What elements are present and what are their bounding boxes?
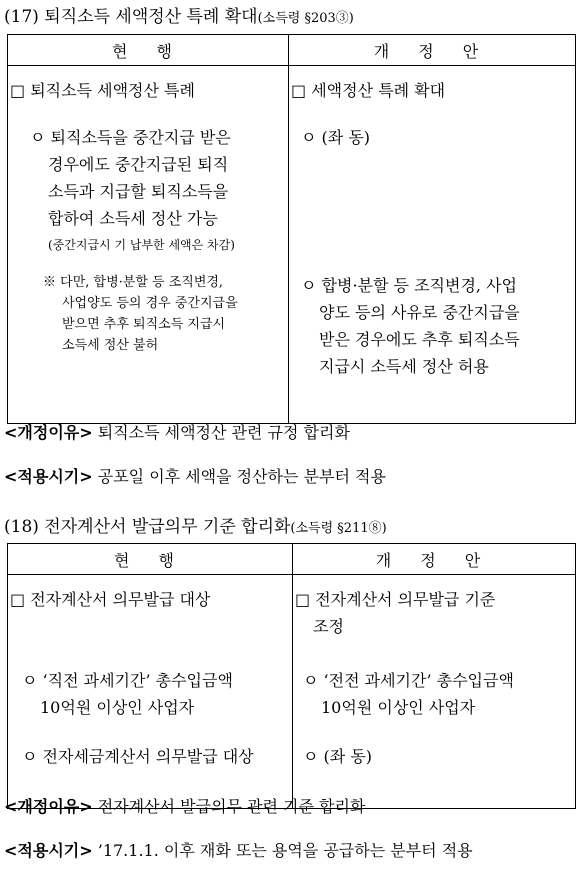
current-item-2: ㅇ 전자세금계산서 의무발급 대상 bbox=[22, 747, 254, 766]
reason-text: 전자계산서 발급의무 관련 기준 합리화 bbox=[97, 797, 366, 816]
effective-label: <적용시기> bbox=[4, 841, 93, 860]
revised-item-1-line-1: ㅇ ‘전전 과세기간’ 총수입금액 bbox=[303, 671, 514, 690]
current-item-1-note: (중간지급시 기 납부한 세액은 차감) bbox=[48, 238, 235, 252]
reason-label: <개정이유> bbox=[4, 797, 93, 816]
section-17-reason bbox=[4, 420, 350, 443]
current-item-2-line-2: 사업양도 등의 경우 중간지급을 bbox=[62, 296, 238, 311]
reason-label: <개정이유> bbox=[4, 423, 93, 442]
current-item-1-line-1: ㅇ 퇴직소득을 중간지급 받은 bbox=[30, 128, 231, 147]
effective-label: <적용시기> bbox=[4, 467, 93, 486]
current-item-2-line-1: ※ 다만, 합병·분할 등 조직변경, bbox=[43, 275, 224, 290]
section-18-comparison-table bbox=[7, 543, 576, 809]
current-box-item: □ 전자계산서 의무발급 대상 bbox=[10, 590, 211, 609]
section-18-title bbox=[4, 512, 387, 537]
section-17-ref: (소득령 §203③) bbox=[257, 11, 354, 26]
current-item-1-line-2: 10억원 이상인 사업자 bbox=[40, 698, 195, 717]
revised-item-1-line-2: 10억원 이상인 사업자 bbox=[321, 698, 476, 717]
current-column bbox=[8, 575, 293, 809]
revised-item-2-line-3: 받은 경우에도 추후 퇴직소득 bbox=[319, 330, 520, 349]
revised-item-2-line-2: 양도 등의 사유로 중간지급을 bbox=[319, 303, 520, 322]
current-item-2-line-4: 소득세 정산 불허 bbox=[62, 338, 159, 353]
revised-box-item: □ 세액정산 특례 확대 bbox=[291, 81, 446, 100]
revised-box-item-line-2: 조정 bbox=[313, 617, 344, 636]
current-column bbox=[8, 66, 289, 424]
section-18-effective bbox=[4, 838, 473, 861]
effective-text: 공포일 이후 세액을 정산하는 분부터 적용 bbox=[97, 467, 386, 486]
section-18-title-text: (18) 전자계산서 발급의무 기준 합리화 bbox=[4, 517, 291, 537]
current-item-2-line-3: 받으면 추후 퇴직소득 지급시 bbox=[62, 317, 226, 332]
effective-text: ’17.1.1. 이후 재화 또는 용역을 공급하는 분부터 적용 bbox=[97, 841, 473, 860]
current-item-1-line-3: 소득과 지급할 퇴직소득을 bbox=[48, 182, 229, 201]
section-17-effective bbox=[4, 464, 386, 487]
revised-item-2-line-1: ㅇ 합병·분할 등 조직변경, 사업 bbox=[301, 276, 517, 295]
revised-column bbox=[293, 575, 576, 809]
header-revised: 개 정 안 bbox=[289, 35, 576, 66]
section-17-title bbox=[4, 2, 354, 27]
revised-item-2: ㅇ (좌 동) bbox=[303, 747, 373, 766]
revised-column bbox=[289, 66, 576, 424]
section-18-ref: (소득령 §211⑧) bbox=[290, 521, 387, 536]
current-box-item: □ 퇴직소득 세액정산 특례 bbox=[10, 81, 195, 100]
revised-item-2-line-4: 지급시 소득세 정산 허용 bbox=[319, 357, 489, 376]
current-item-1-line-4: 합하여 소득세 정산 가능 bbox=[48, 209, 218, 228]
section-17-comparison-table bbox=[7, 34, 576, 424]
header-revised: 개 정 안 bbox=[293, 544, 576, 575]
reason-text: 퇴직소득 세액정산 관련 규정 합리화 bbox=[97, 423, 350, 442]
revised-item-1: ㅇ (좌 동) bbox=[301, 128, 371, 147]
header-current: 현 행 bbox=[8, 35, 289, 66]
revised-box-item-line-1: □ 전자계산서 의무발급 기준 bbox=[295, 590, 496, 609]
current-item-1-line-2: 경우에도 중간지급된 퇴직 bbox=[48, 155, 229, 174]
header-current: 현 행 bbox=[8, 544, 293, 575]
section-17-title-text: (17) 퇴직소득 세액정산 특례 확대 bbox=[4, 7, 258, 27]
current-item-1-line-1: ㅇ ‘직전 과세기간’ 총수입금액 bbox=[22, 671, 233, 690]
section-18-reason bbox=[4, 794, 365, 817]
